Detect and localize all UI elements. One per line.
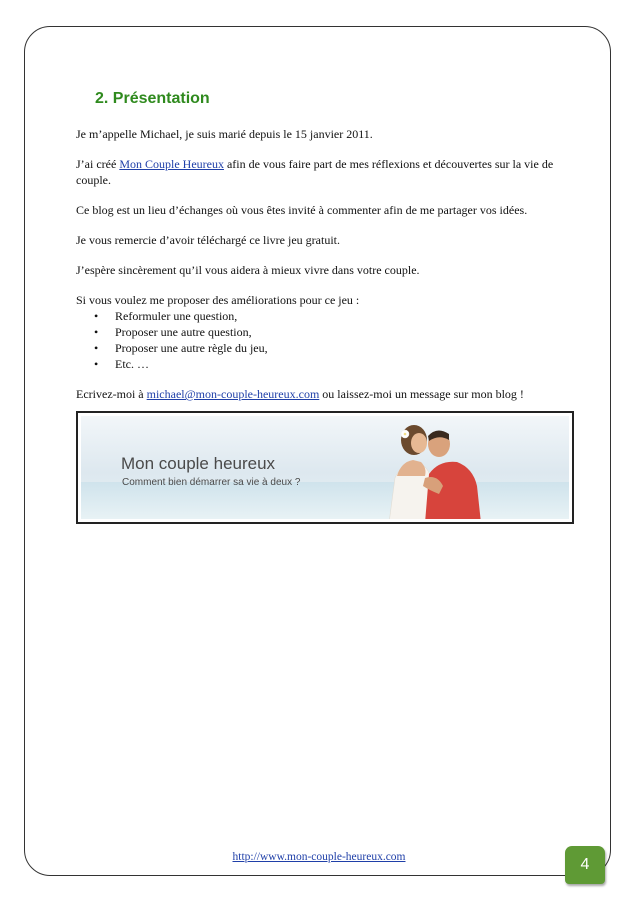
- list-item: [94, 308, 576, 324]
- email-link[interactable]: michael@mon-couple-heureux.com: [146, 387, 320, 401]
- body-text: [76, 126, 576, 416]
- created-paragraph: [76, 156, 576, 188]
- list-item-text: Proposer une autre règle du jeu,: [115, 341, 268, 355]
- list-item-text: Reformuler une question,: [115, 309, 238, 323]
- blog-banner: [76, 411, 574, 524]
- footer-url-link[interactable]: http://www.mon-couple-heureux.com: [232, 851, 406, 863]
- proposals-intro: Si vous voulez me proposer des améliorations pour ce jeu :: [76, 293, 360, 307]
- list-item-text: Proposer une autre question,: [115, 325, 252, 339]
- banner-image: [81, 416, 569, 519]
- write-text-before: Ecrivez-moi à: [76, 387, 147, 401]
- list-item-text: Etc. …: [115, 357, 149, 371]
- intro-paragraph: Je m’appelle Michael, je suis marié depuis le 15 janvier 2011.: [76, 127, 373, 141]
- list-item: [94, 356, 576, 372]
- list-item: [94, 324, 576, 340]
- bullet-icon: •: [94, 325, 99, 339]
- proposals-list: [76, 308, 576, 372]
- thanks-paragraph: Je vous remercie d’avoir téléchargé ce livre jeu gratuit.: [76, 233, 340, 247]
- bullet-icon: •: [94, 309, 99, 323]
- blog-link[interactable]: Mon Couple Heureux: [119, 157, 224, 171]
- bullet-icon: •: [94, 357, 99, 371]
- section-heading: 2. Présentation: [95, 90, 210, 107]
- banner-subtitle: Comment bien démarrer sa vie à deux ?: [122, 477, 301, 488]
- created-text-before: J’ai créé: [76, 157, 120, 171]
- banner-title: Mon couple heureux: [121, 454, 276, 473]
- list-item: [94, 340, 576, 356]
- hope-paragraph: J’espère sincèrement qu’il vous aidera à mieux vivre dans votre couple.: [76, 263, 420, 277]
- bullet-icon: •: [94, 341, 99, 355]
- page-number-badge: 4: [565, 846, 605, 884]
- blog-paragraph: Ce blog est un lieu d’échanges où vous êtes invité à commenter afin de me partager vos idées.: [76, 203, 528, 217]
- write-paragraph: [76, 386, 576, 402]
- created-text-after: afin de vous faire part de mes réflexions et découvertes sur la vie de couple.: [76, 157, 554, 187]
- footer: [0, 851, 638, 863]
- couple-photo: [381, 416, 491, 519]
- write-text-after: ou laissez-moi un message sur mon blog !: [319, 387, 524, 401]
